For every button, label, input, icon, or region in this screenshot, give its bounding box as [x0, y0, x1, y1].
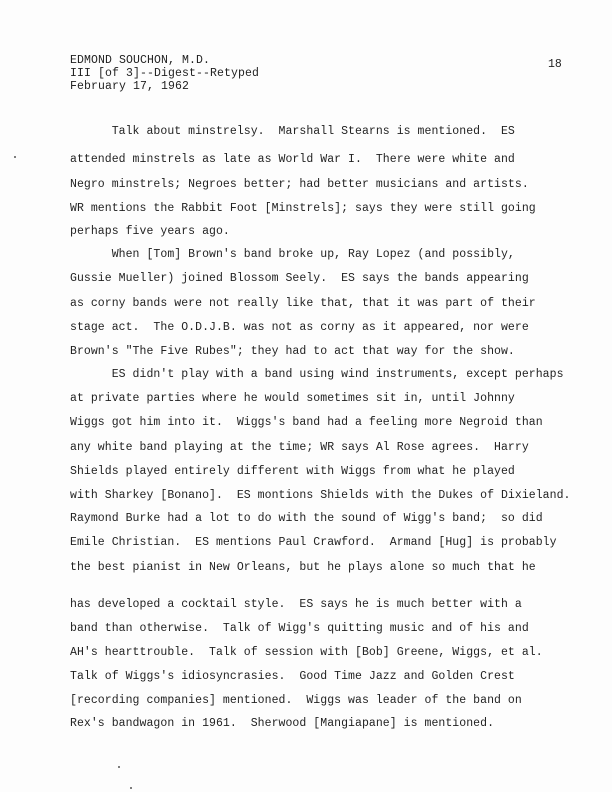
text-line: perhaps five years ago.: [70, 225, 230, 238]
text-line: Wiggs got him into it. Wiggs's band had a feeling more Negroid than: [70, 416, 543, 429]
text-line: Rex's bandwagon in 1961. Sherwood [Mangiapane] is mentioned.: [70, 717, 495, 730]
text-line: stage act. The O.D.J.B. was not as corny as it appeared, nor were: [70, 321, 529, 334]
text-line: Brown's "The Five Rubes"; they had to act that way for the show.: [70, 345, 515, 358]
text-line: at private parties where he would sometimes sit in, until Johnny: [70, 392, 515, 405]
text-line: Gussie Mueller) joined Blossom Seely. ES says the bands appearing: [70, 272, 529, 285]
interviewee-name: EDMOND SOUCHON, M.D.: [70, 54, 211, 67]
interview-date: February 17, 1962: [70, 80, 190, 93]
text-line: band than otherwise. Talk of Wigg's quitting music and of his and: [70, 622, 529, 635]
page-number: 18: [548, 58, 562, 71]
text-line: [recording companies] mentioned. Wiggs was leader of the band on: [70, 694, 522, 707]
scan-speck: [118, 766, 120, 768]
text-line: has developed a cocktail style. ES says he is much better with a: [70, 598, 522, 611]
text-line: as corny bands were not really like that, that it was part of their: [70, 297, 536, 310]
text-line: Talk of Wiggs's idiosyncrasies. Good Time Jazz and Golden Crest: [70, 670, 515, 683]
text-line: WR mentions the Rabbit Foot [Minstrels]; says they were still going: [70, 202, 536, 215]
text-line: ES didn't play with a band using wind instruments, except perhaps: [70, 368, 564, 381]
reel-info: III [of 3]--Digest--Retyped: [70, 67, 260, 80]
scan-speck: [14, 156, 16, 158]
text-line: Shields played entirely different with Wiggs from what he played: [70, 465, 515, 478]
text-line: Negro minstrels; Negroes better; had better musicians and artists.: [70, 178, 529, 191]
document-header: [70, 54, 259, 93]
text-line: Raymond Burke had a lot to do with the sound of Wigg's band; so did: [70, 512, 543, 525]
scan-speck: [130, 787, 132, 789]
text-line: Emile Christian. ES mentions Paul Crawford. Armand [Hug] is probably: [70, 536, 557, 549]
text-line: the best pianist in New Orleans, but he plays alone so much that he: [70, 561, 536, 574]
text-line: with Sharkey [Bonano]. ES montions Shields with the Dukes of Dixieland.: [70, 489, 571, 502]
text-line: any white band playing at the time; WR says Al Rose agrees. Harry: [70, 441, 529, 454]
text-line: AH's hearttrouble. Talk of session with [Bob] Greene, Wiggs, et al.: [70, 646, 543, 659]
text-line: Talk about minstrelsy. Marshall Stearns is mentioned. ES: [70, 125, 515, 138]
text-line: attended minstrels as late as World War I. There were white and: [70, 153, 515, 166]
text-line: When [Tom] Brown's band broke up, Ray Lopez (and possibly,: [70, 248, 515, 261]
